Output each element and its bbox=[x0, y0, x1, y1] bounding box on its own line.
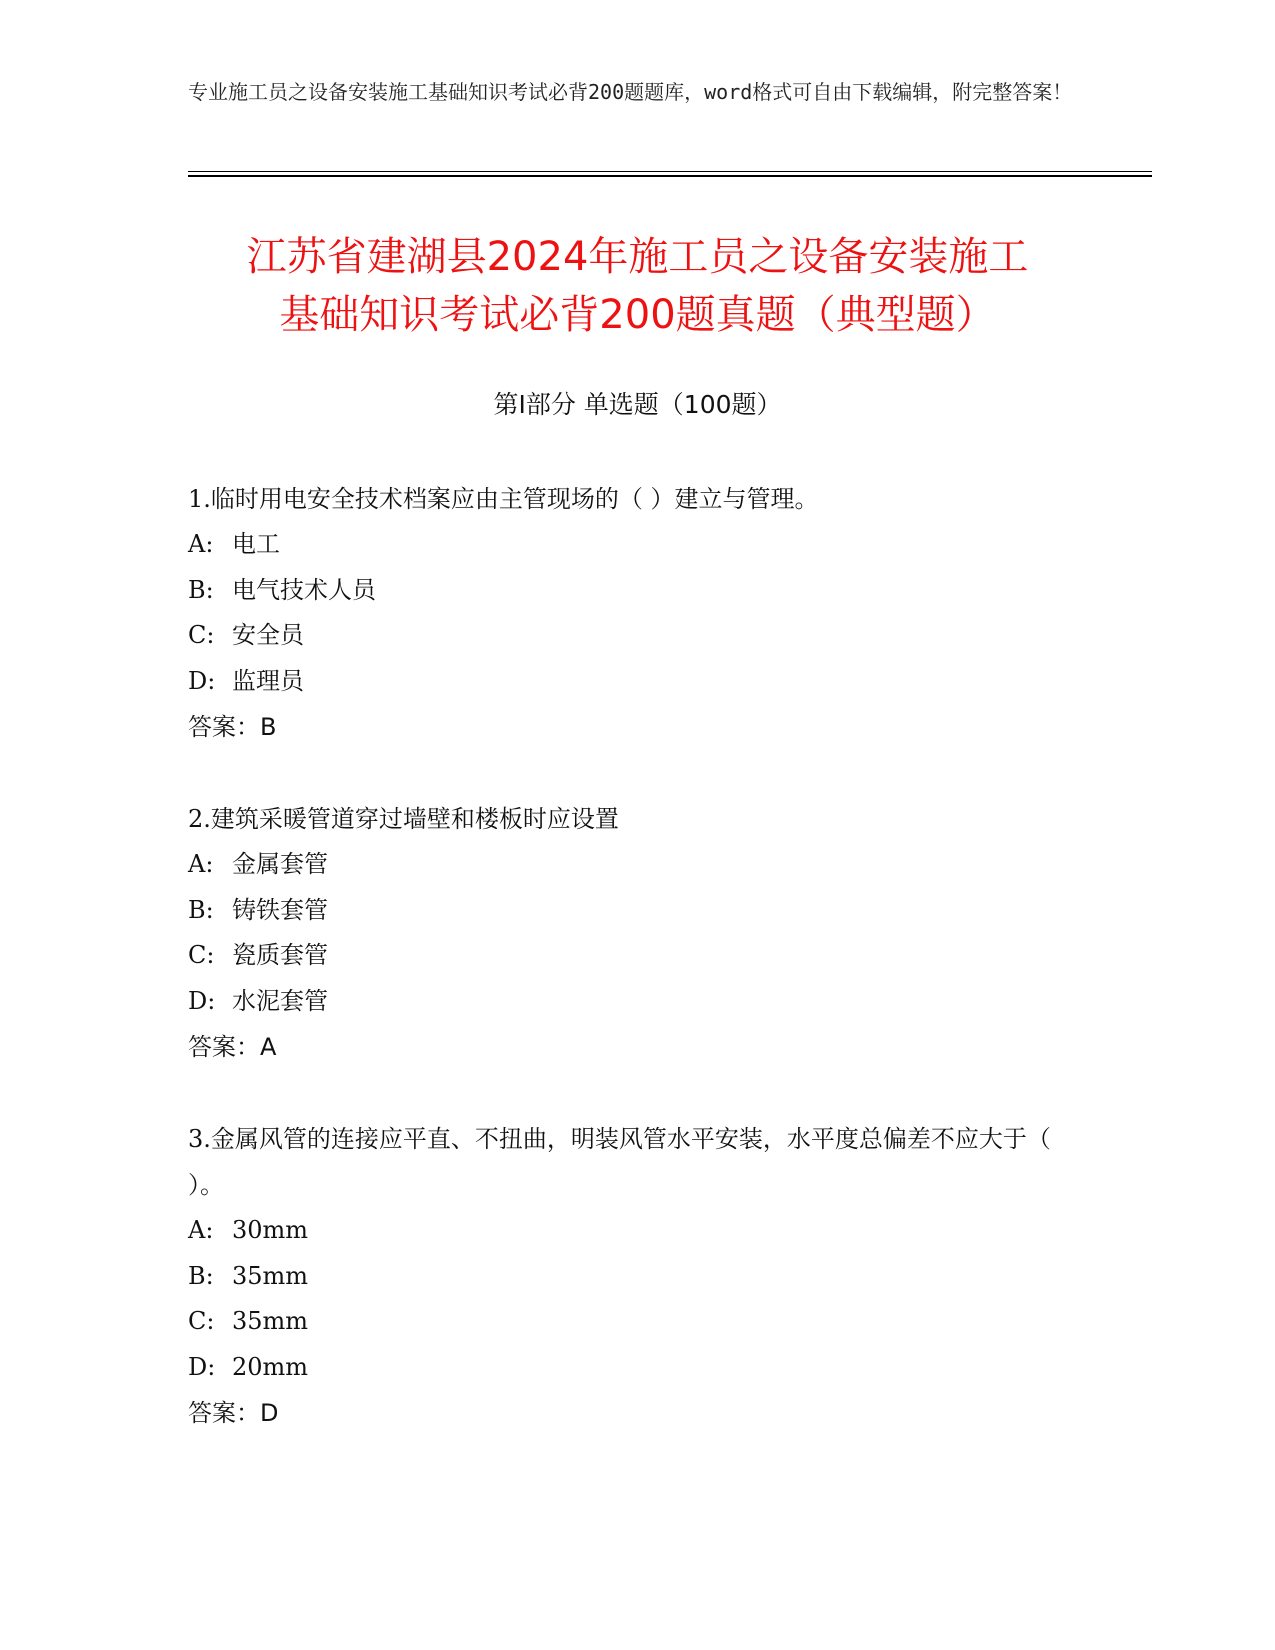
option-letter: C: bbox=[188, 941, 215, 969]
option-d bbox=[188, 979, 1088, 1025]
option-letter: A: bbox=[188, 1216, 214, 1244]
option-text: 铸铁套管 bbox=[232, 895, 328, 924]
option-b bbox=[188, 888, 1088, 934]
option-letter: D: bbox=[188, 666, 216, 695]
option-text: 电气技术人员 bbox=[232, 575, 376, 604]
question-stem: 1.临时用电安全技术档案应由主管现场的（ ）建立与管理。 bbox=[188, 485, 819, 513]
option-text: 电工 bbox=[232, 530, 280, 558]
option-text: 水泥套管 bbox=[232, 986, 328, 1015]
question-stem: 3.金属风管的连接应平直、不扭曲，明装风管水平安装，水平度总偏差不应大于（ ）。 bbox=[188, 1125, 1051, 1199]
option-c bbox=[188, 933, 1088, 979]
option-letter: B: bbox=[188, 1261, 214, 1290]
option-text: 20mm bbox=[232, 1352, 309, 1381]
document-title-line-1: 江苏省建湖县2024年施工员之设备安装施工 bbox=[246, 234, 1029, 280]
option-b bbox=[188, 568, 1088, 614]
question-list bbox=[188, 476, 1088, 1482]
header-note: 专业施工员之设备安装施工基础知识考试必背200题题库，word格式可自由下载编辑，附完整答案！ bbox=[188, 80, 1073, 104]
option-text: 35mm bbox=[232, 1261, 309, 1290]
section-title: 第Ⅰ部分 单选题（100题） bbox=[493, 390, 782, 419]
question-1 bbox=[188, 476, 1088, 750]
option-c bbox=[188, 613, 1088, 659]
header-rule-thin bbox=[188, 171, 1152, 172]
answer-line: 答案：B bbox=[188, 713, 277, 741]
answer-line: 答案：D bbox=[188, 1399, 279, 1427]
option-letter: B: bbox=[188, 895, 214, 924]
question-3 bbox=[188, 1116, 1088, 1436]
option-text: 30mm bbox=[232, 1216, 309, 1244]
option-letter: D: bbox=[188, 1352, 216, 1381]
option-a bbox=[188, 1208, 1088, 1254]
option-text: 35mm bbox=[232, 1307, 309, 1335]
answer-line: 答案：A bbox=[188, 1033, 277, 1061]
option-text: 金属套管 bbox=[232, 850, 328, 878]
document-title-line-2: 基础知识考试必背200题真题（典型题） bbox=[279, 292, 996, 338]
option-text: 安全员 bbox=[232, 621, 304, 649]
option-b bbox=[188, 1254, 1088, 1300]
header-rule-thick bbox=[188, 175, 1152, 177]
question-2 bbox=[188, 796, 1088, 1070]
option-c bbox=[188, 1299, 1088, 1345]
option-text: 监理员 bbox=[232, 666, 304, 695]
option-letter: C: bbox=[188, 1307, 215, 1335]
option-a bbox=[188, 522, 1088, 568]
option-text: 瓷质套管 bbox=[232, 941, 328, 969]
option-letter: B: bbox=[188, 575, 214, 604]
option-letter: A: bbox=[188, 530, 214, 558]
option-d bbox=[188, 659, 1088, 705]
option-a bbox=[188, 842, 1088, 888]
question-stem: 2.建筑采暖管道穿过墙壁和楼板时应设置 bbox=[188, 805, 619, 833]
option-d bbox=[188, 1345, 1088, 1391]
option-letter: C: bbox=[188, 621, 215, 649]
option-letter: D: bbox=[188, 986, 216, 1015]
option-letter: A: bbox=[188, 850, 214, 878]
document-title bbox=[150, 228, 1125, 344]
